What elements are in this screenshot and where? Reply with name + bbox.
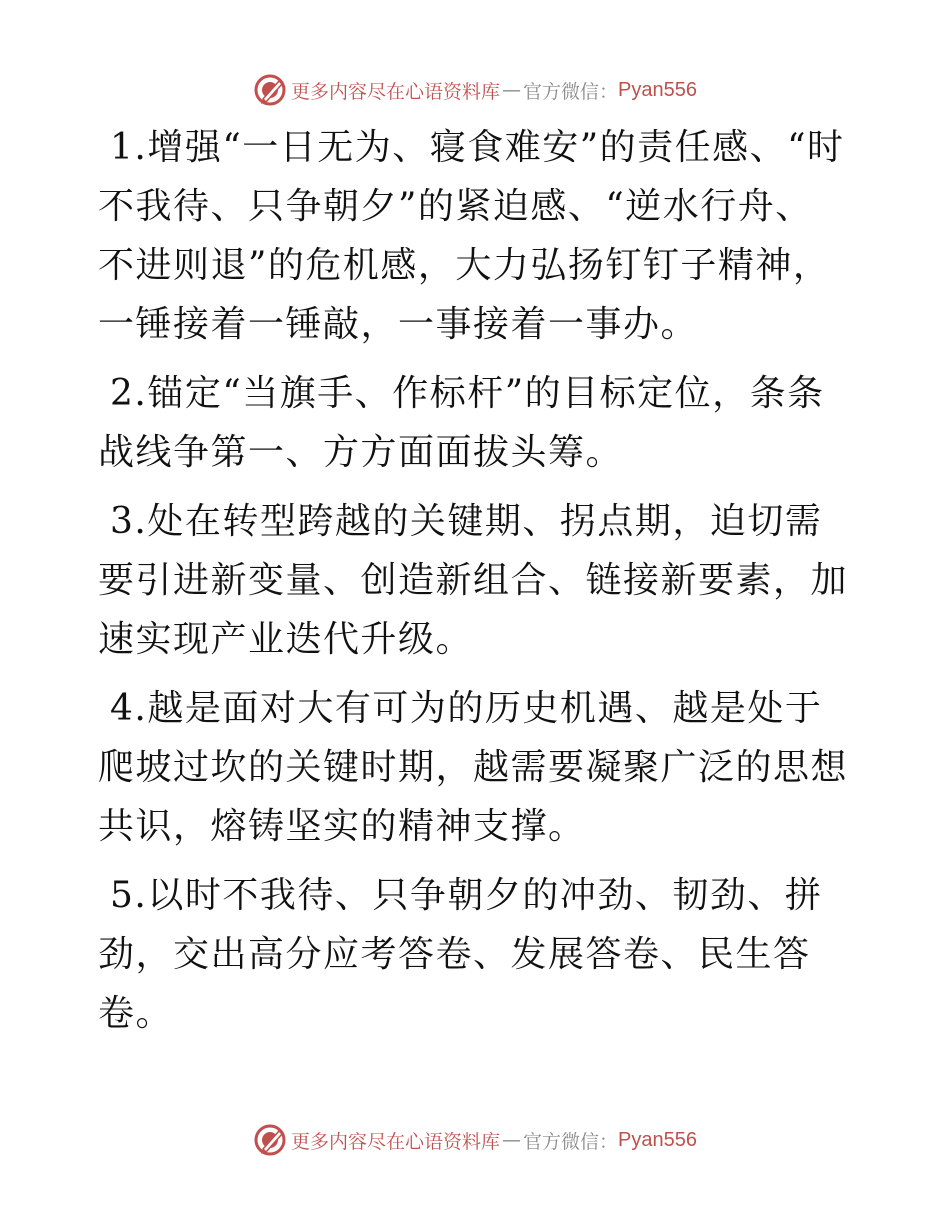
footer-separator: — — [502, 1129, 522, 1151]
page-footer — [0, 1120, 950, 1160]
list-item-1: 1.增强“一日无为、寝食难安”的责任感、“时不我待、只争朝夕”的紧迫感、“逆水行舟、不进则退”的危机感，大力弘扬钉钉子精神，一锤接着一锤敲，一事接着一事办。 — [98, 127, 845, 345]
header-promo-text: 更多内容尽在心语资料库 — [291, 80, 501, 103]
list-item-2: 2.锚定“当旗手、作标杆”的目标定位，条条战线争第一、方方面面拔头筹。 — [98, 373, 825, 473]
pen-logo-icon — [253, 73, 287, 107]
header-contact-label: 官方微信： — [523, 80, 619, 103]
header-separator: — — [502, 79, 522, 101]
page-header — [0, 70, 950, 110]
document-body — [98, 118, 850, 1053]
footer-promo-text: 更多内容尽在心语资料库 — [291, 1130, 501, 1153]
pen-logo-icon — [253, 1123, 287, 1157]
header-contact-id: Pyan556 — [618, 78, 697, 101]
list-item-3: 3.处在转型跨越的关键期、拐点期，迫切需要引进新变量、创造新组合、链接新要素，加速实现产业迭代升级。 — [98, 501, 849, 660]
footer-contact-id: Pyan556 — [618, 1128, 697, 1151]
list-item-4: 4.越是面对大有可为的历史机遇、越是处于爬坡过坎的关键时期，越需要凝聚广泛的思想共识，熔铸坚实的精神支撑。 — [98, 688, 849, 847]
list-item-5: 5.以时不我待、只争朝夕的冲劲、韧劲、拼劲，交出高分应考答卷、发展答卷、民生答卷。 — [98, 875, 823, 1034]
footer-contact-label: 官方微信： — [523, 1130, 619, 1153]
